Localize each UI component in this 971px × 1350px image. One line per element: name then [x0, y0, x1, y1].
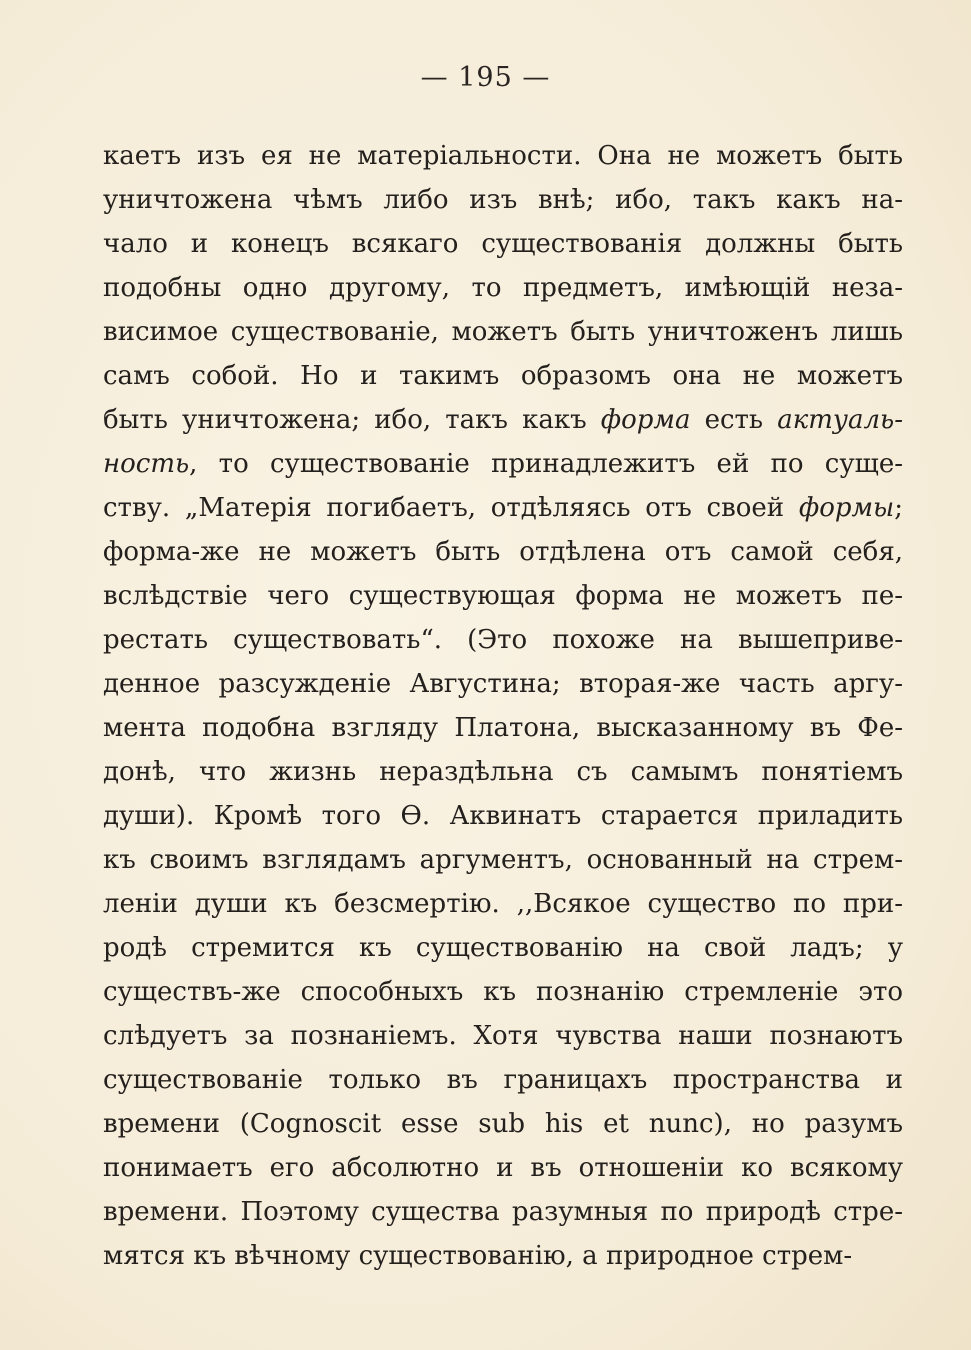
text-line	[103, 222, 903, 266]
text-line	[103, 1190, 903, 1234]
italic-term: актуаль-	[777, 405, 903, 435]
text-segment: времени (Cognoscit esse sub his et nunc), но разумъ	[103, 1109, 903, 1139]
text-segment: рестать существовать“. (Это похоже на вышеприве-	[103, 625, 903, 655]
text-segment: времени. Поэтому существа разумныя по природѣ стре-	[103, 1197, 903, 1227]
text-segment: донѣ, что жизнь нераздѣльна съ самымъ понятіемъ	[103, 757, 903, 787]
body-text	[103, 134, 903, 1278]
text-line	[103, 530, 903, 574]
text-segment: быть уничтожена; ибо, такъ какъ	[103, 405, 601, 435]
text-line	[103, 838, 903, 882]
text-segment: самъ собой. Но и такимъ образомъ она не можетъ	[103, 361, 903, 391]
text-segment: родѣ стремится къ существованію на свой ладъ; у	[103, 933, 903, 963]
page-number: — 195 —	[420, 62, 551, 93]
text-line	[103, 1058, 903, 1102]
text-line	[103, 1014, 903, 1058]
text-line	[103, 1234, 903, 1278]
text-line	[103, 1146, 903, 1190]
text-line	[103, 926, 903, 970]
text-segment: существованіе только въ границахъ пространства и	[103, 1065, 903, 1095]
text-line	[103, 310, 903, 354]
text-segment: души). Кромѣ того Ѳ. Аквинатъ старается приладить	[103, 801, 903, 831]
text-segment: слѣдуетъ за познаніемъ. Хотя чувства наши познаютъ	[103, 1021, 903, 1051]
text-segment: существъ-же способныхъ къ познанію стремленіе это	[103, 977, 903, 1007]
text-line	[103, 442, 903, 486]
text-segment: уничтожена чѣмъ либо изъ внѣ; ибо, такъ какъ на-	[103, 185, 903, 215]
text-line	[103, 618, 903, 662]
italic-term: ность	[103, 449, 190, 479]
text-segment: мятся къ вѣчному существованію, а природное стрем-	[103, 1241, 853, 1271]
text-line	[103, 266, 903, 310]
italic-term: формы	[798, 493, 895, 523]
text-line	[103, 662, 903, 706]
text-line	[103, 398, 903, 442]
text-line	[103, 970, 903, 1014]
text-line	[103, 706, 903, 750]
text-segment: ;	[894, 493, 903, 523]
text-segment: форма-же не можетъ быть отдѣлена отъ самой себя,	[103, 537, 903, 567]
text-line	[103, 574, 903, 618]
text-line	[103, 794, 903, 838]
text-line	[103, 354, 903, 398]
text-segment: вслѣдствіе чего существующая форма не можетъ пе-	[103, 581, 903, 611]
text-segment: , то существованіе принадлежитъ ей по суще-	[189, 449, 903, 479]
text-segment: ству. „Матерія погибаетъ, отдѣляясь отъ своей	[103, 493, 799, 523]
text-segment: висимое существованіе, можетъ быть уничтоженъ лишь	[103, 317, 903, 347]
text-segment: есть	[690, 405, 778, 435]
italic-term: форма	[600, 405, 691, 435]
text-line	[103, 486, 903, 530]
text-segment: чало и конецъ всякаго существованія должны быть	[103, 229, 903, 259]
text-segment: каетъ изъ ея не матеріальности. Она не можетъ быть	[103, 141, 903, 171]
text-segment: леніи души къ безсмертію. ,,Всякое существо по при-	[103, 889, 903, 919]
text-line	[103, 134, 903, 178]
text-line	[103, 178, 903, 222]
text-line	[103, 750, 903, 794]
text-segment: понимаетъ его абсолютно и въ отношеніи ко всякому	[103, 1153, 903, 1183]
text-line	[103, 882, 903, 926]
text-segment: къ своимъ взглядамъ аргументъ, основанный на стрем-	[103, 845, 903, 875]
text-line	[103, 1102, 903, 1146]
text-segment: мента подобна взгляду Платона, высказанному въ Фе-	[103, 713, 903, 743]
text-segment: денное разсужденіе Августина; вторая-же часть аргу-	[103, 669, 903, 699]
text-segment: подобны одно другому, то предметъ, имѣющій неза-	[103, 273, 903, 303]
